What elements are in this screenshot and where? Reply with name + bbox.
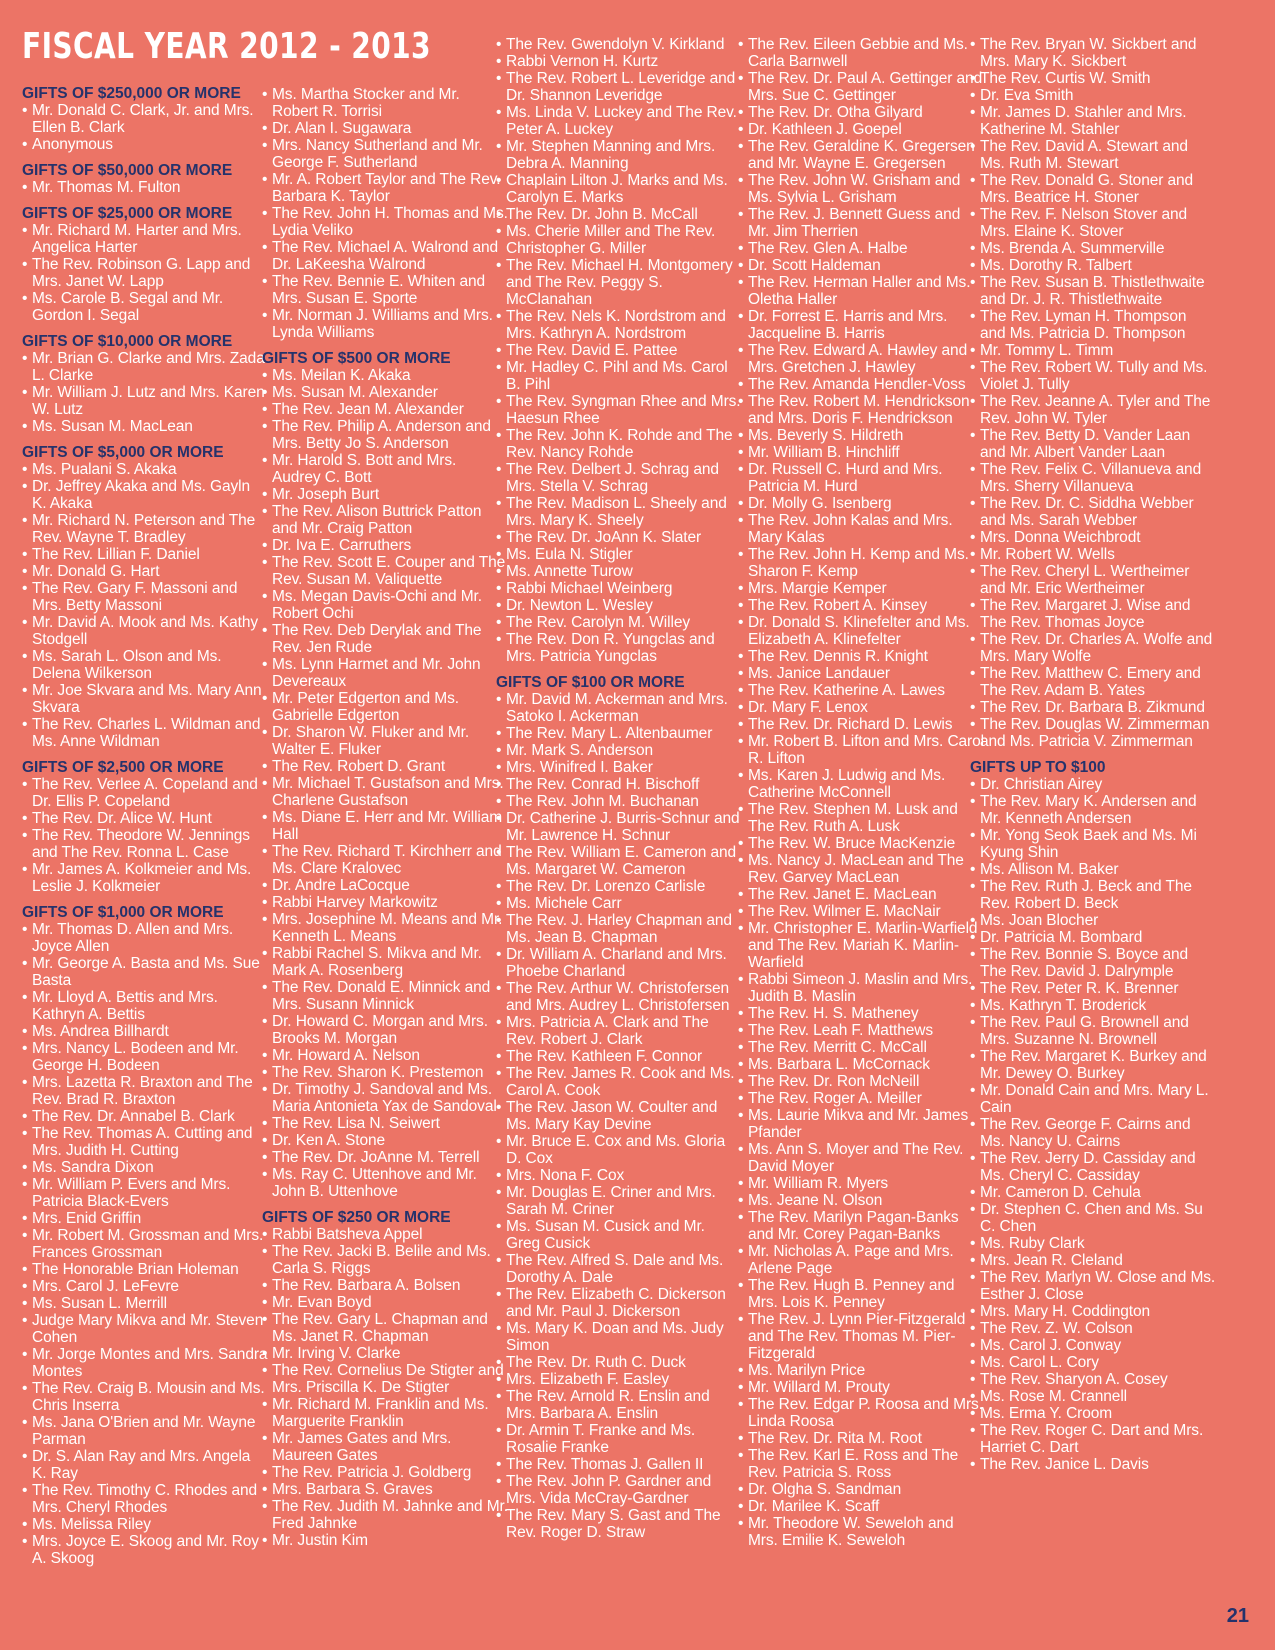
donor-name: • Dr. Catherine J. Burris-Schnur and Mr. Lawrence H. Schnur [496, 810, 742, 844]
gift-level-heading: GIFTS OF $1,000 OR MORE [22, 904, 224, 921]
donor-name: • The Rev. Karl E. Ross and The Rev. Patricia S. Ross [738, 1447, 984, 1481]
donor-name: • Ms. Michele Carr [496, 895, 742, 912]
donor-name: • Mrs. Barbara S. Graves [262, 1481, 508, 1498]
gift-level-heading: GIFTS OF $250 OR MORE [262, 1209, 451, 1226]
donor-name: • The Rev. Douglas W. Zimmerman and Ms. Patricia V. Zimmerman [970, 716, 1216, 750]
donor-name: • Mrs. Nancy Sutherland and Mr. George F. Sutherland [262, 137, 508, 171]
donor-name: • The Rev. John Kalas and Mrs. Mary Kalas [738, 512, 984, 546]
donor-name: • The Rev. Dr. Rita M. Root [738, 1430, 984, 1447]
donor-name: • The Rev. Dr. Otha Gilyard [738, 104, 984, 121]
donor-name: • Mr. Robert M. Grossman and Mrs. Frances Grossman [22, 1227, 268, 1261]
donor-name: • Ms. Melissa Riley [22, 1516, 268, 1533]
donor-name: • The Rev. John P. Gardner and Mrs. Vida McCray-Gardner [496, 1473, 742, 1507]
donor-name: • The Rev. Donald G. Stoner and Mrs. Beatrice H. Stoner [970, 172, 1216, 206]
donor-name: • The Rev. Robert A. Kinsey [738, 597, 984, 614]
gift-level-heading: GIFTS OF $100 OR MORE [496, 674, 685, 691]
donor-name: • The Rev. Betty D. Vander Laan and Mr. Albert Vander Laan [970, 427, 1216, 461]
gift-level-heading: GIFTS OF $2,500 OR MORE [22, 759, 224, 776]
donor-name: • The Rev. Bryan W. Sickbert and Mrs. Mary K. Sickbert [970, 36, 1216, 70]
donor-name: • The Rev. Merritt C. McCall [738, 1039, 984, 1056]
donor-name: • The Rev. Donald E. Minnick and Mrs. Susann Minnick [262, 979, 508, 1013]
donor-name: • Mrs. Jean R. Cleland [970, 1252, 1216, 1269]
donor-list [22, 776, 268, 895]
donor-name: • The Rev. Robert D. Grant [262, 758, 508, 775]
donor-name: • Ms. Annette Turow [496, 563, 742, 580]
donor-column [22, 85, 268, 1567]
donor-name: • Dr. Molly G. Isenberg [738, 495, 984, 512]
donor-name: • The Rev. J. Lynn Pier-Fitzgerald and The Rev. Thomas M. Pier-Fitzgerald [738, 1311, 984, 1362]
donor-name: • The Rev. Felix C. Villanueva and Mrs. Sherry Villanueva [970, 461, 1216, 495]
donor-name: • The Rev. Lillian F. Daniel [22, 546, 268, 563]
donor-name: • Rabbi Harvey Markowitz [262, 894, 508, 911]
donor-name: • Ms. Kathryn T. Broderick [970, 997, 1216, 1014]
donor-name: • The Rev. Geraldine K. Gregersen and Mr. Wayne E. Gregersen [738, 138, 984, 172]
donor-name: • The Rev. Roger C. Dart and Mrs. Harriet C. Dart [970, 1422, 1216, 1456]
donor-name: • The Rev. Scott E. Couper and The Rev. Susan M. Valiquette [262, 554, 508, 588]
donor-name: • Ms. Susan L. Merrill [22, 1295, 268, 1312]
donor-list [22, 102, 268, 153]
donor-list [496, 691, 742, 1541]
donor-name: • Mr. James A. Kolkmeier and Ms. Leslie J. Kolkmeier [22, 861, 268, 895]
donor-column [262, 86, 508, 1549]
donor-name: • The Rev. Dr. Richard D. Lewis [738, 716, 984, 733]
donor-name: • The Rev. Edward A. Hawley and Mrs. Gretchen J. Hawley [738, 342, 984, 376]
donor-name: • Mrs. Josephine M. Means and Mr. Kenneth L. Means [262, 911, 508, 945]
donor-name: • The Rev. Robert M. Hendrickson and Mrs. Doris F. Hendrickson [738, 393, 984, 427]
donor-name: • The Rev. J. Bennett Guess and Mr. Jim Therrien [738, 206, 984, 240]
donor-name: • The Rev. Verlee A. Copeland and Dr. Ellis P. Copeland [22, 776, 268, 810]
donor-list [22, 350, 268, 435]
donor-name: • Mr. Robert W. Wells [970, 546, 1216, 563]
donor-name: • Rabbi Rachel S. Mikva and Mr. Mark A. Rosenberg [262, 945, 508, 979]
donor-name: • Mr. Evan Boyd [262, 1294, 508, 1311]
donor-name: • The Rev. Robinson G. Lapp and Mrs. Janet W. Lapp [22, 256, 268, 290]
gift-level-heading: GIFTS OF $250,000 OR MORE [22, 85, 241, 102]
donor-name: • The Rev. Jean M. Alexander [262, 401, 508, 418]
donor-name: • Dr. Kathleen J. Goepel [738, 121, 984, 138]
donor-name: • Ms. Jeane N. Olson [738, 1192, 984, 1209]
donor-name: • The Rev. Wilmer E. MacNair [738, 903, 984, 920]
donor-name: • The Rev. W. Bruce MacKenzie [738, 835, 984, 852]
donor-name: • Ms. Martha Stocker and Mr. Robert R. Torrisi [262, 86, 508, 120]
donor-name: • Ms. Susan M. Alexander [262, 384, 508, 401]
donor-list [22, 921, 268, 1567]
donor-name: • The Rev. Michael A. Walrond and Dr. LaKeesha Walrond [262, 239, 508, 273]
donor-name: • The Rev. Stephen M. Lusk and The Rev. Ruth A. Lusk [738, 801, 984, 835]
donor-name: • The Rev. Dr. Barbara B. Zikmund [970, 699, 1216, 716]
donor-name: • The Rev. Jason W. Coulter and Ms. Mary Kay Devine [496, 1099, 742, 1133]
donor-name: • Mr. Stephen Manning and Mrs. Debra A. Manning [496, 138, 742, 172]
donor-list [970, 36, 1216, 750]
donor-name: • The Rev. John W. Grisham and Ms. Sylvia L. Grisham [738, 172, 984, 206]
gift-level-heading: GIFTS OF $500 OR MORE [262, 350, 451, 367]
donor-name: • Dr. Jeffrey Akaka and Ms. Gayln K. Akaka [22, 478, 268, 512]
donor-name: • Mr. Justin Kim [262, 1532, 508, 1549]
donor-name: • Mrs. Nona F. Cox [496, 1167, 742, 1184]
donor-name: • The Rev. Barbara A. Bolsen [262, 1277, 508, 1294]
gift-level-heading: GIFTS OF $25,000 OR MORE [22, 205, 233, 222]
donor-name: • Ms. Marilyn Price [738, 1362, 984, 1379]
donor-name: • Dr. Newton L. Wesley [496, 597, 742, 614]
donor-name: • The Rev. Mary L. Altenbaumer [496, 725, 742, 742]
page-title: FISCAL YEAR 2012 - 2013 [22, 26, 431, 67]
donor-name: • Dr. Marilee K. Scaff [738, 1498, 984, 1515]
donor-list [262, 86, 508, 341]
donor-name: • The Rev. Dr. Alice W. Hunt [22, 810, 268, 827]
donor-column [496, 36, 742, 1541]
donor-name: • The Rev. Bennie E. Whiten and Mrs. Susan E. Sporte [262, 273, 508, 307]
donor-name: • The Rev. Michael H. Montgomery and The Rev. Peggy S. McClanahan [496, 257, 742, 308]
donor-name: • The Rev. Marlyn W. Close and Ms. Esther J. Close [970, 1269, 1216, 1303]
donor-name: • The Rev. Carolyn M. Willey [496, 614, 742, 631]
donor-name: • Mr. Norman J. Williams and Mrs. Lynda Williams [262, 307, 508, 341]
donor-name: • The Rev. Janice L. Davis [970, 1456, 1216, 1473]
donor-list [22, 179, 268, 196]
donor-name: • The Rev. Charles L. Wildman and Ms. Anne Wildman [22, 716, 268, 750]
donor-name: • Ms. Susan M. MacLean [22, 418, 268, 435]
donor-name: • The Rev. John K. Rohde and The Rev. Nancy Rohde [496, 427, 742, 461]
donor-name: • Dr. Mary F. Lenox [738, 699, 984, 716]
donor-name: • The Rev. Mary S. Gast and The Rev. Roger D. Straw [496, 1507, 742, 1541]
gift-level-heading: GIFTS OF $50,000 OR MORE [22, 162, 233, 179]
donor-name: • The Rev. Matthew C. Emery and The Rev. Adam B. Yates [970, 665, 1216, 699]
donor-name: • Ms. Nancy J. MacLean and The Rev. Garvey MacLean [738, 852, 984, 886]
donor-name: • Ms. Allison M. Baker [970, 861, 1216, 878]
donor-name: • Dr. Ken A. Stone [262, 1132, 508, 1149]
donor-name: • The Rev. Robert L. Leveridge and Dr. Shannon Leveridge [496, 70, 742, 104]
donor-name: • The Rev. John H. Kemp and Ms. Sharon F. Kemp [738, 546, 984, 580]
donor-name: • Mr. Brian G. Clarke and Mrs. Zada L. Clarke [22, 350, 268, 384]
donor-name: • The Rev. John M. Buchanan [496, 793, 742, 810]
donor-name: • Mr. David A. Mook and Ms. Kathy Stodgell [22, 614, 268, 648]
donor-name: • Mr. Willard M. Prouty [738, 1379, 984, 1396]
donor-name: • The Rev. Elizabeth C. Dickerson and Mr. Paul J. Dickerson [496, 1286, 742, 1320]
donor-name: • Mr. Jorge Montes and Mrs. Sandra Montes [22, 1346, 268, 1380]
gift-level-heading: GIFTS UP TO $100 [970, 759, 1106, 776]
donor-name: • The Rev. Dr. JoAnn K. Slater [496, 529, 742, 546]
donor-name: • The Rev. Mary K. Andersen and Mr. Kenneth Andersen [970, 793, 1216, 827]
donor-name: • Mrs. Nancy L. Bodeen and Mr. George H. Bodeen [22, 1040, 268, 1074]
donor-name: • Judge Mary Mikva and Mr. Steven Cohen [22, 1312, 268, 1346]
donor-name: • Ms. Susan M. Cusick and Mr. Greg Cusick [496, 1218, 742, 1252]
donor-name: • The Rev. Arthur W. Christofersen and Mrs. Audrey L. Christofersen [496, 980, 742, 1014]
donor-name: • The Rev. Gwendolyn V. Kirkland [496, 36, 742, 53]
donor-name: • The Rev. William E. Cameron and Ms. Margaret W. Cameron [496, 844, 742, 878]
donor-name: • Mr. Howard A. Nelson [262, 1047, 508, 1064]
donor-name: • The Rev. Richard T. Kirchherr and Ms. Clare Kralovec [262, 843, 508, 877]
donor-name: • Mr. Christopher E. Marlin-Warfield and The Rev. Mariah K. Marlin-Warfield [738, 920, 984, 971]
donor-name: • Mr. Thomas M. Fulton [22, 179, 268, 196]
donor-name: • The Rev. Dr. Ruth C. Duck [496, 1354, 742, 1371]
donor-name: • The Rev. Dr. Charles A. Wolfe and Mrs. Mary Wolfe [970, 631, 1216, 665]
donor-name: • Mr. Donald G. Hart [22, 563, 268, 580]
donor-name: • Ms. Lynn Harmet and Mr. John Devereaux [262, 656, 508, 690]
donor-name: • Mr. Irving V. Clarke [262, 1345, 508, 1362]
donor-name: • Dr. Stephen C. Chen and Ms. Su C. Chen [970, 1201, 1216, 1235]
donor-name: • Mr. William R. Myers [738, 1175, 984, 1192]
donor-name: • Mrs. Elizabeth F. Easley [496, 1371, 742, 1388]
donor-name: • The Rev. Thomas J. Gallen II [496, 1456, 742, 1473]
donor-name: • Ms. Dorothy R. Talbert [970, 257, 1216, 274]
donor-name: • The Rev. Kathleen F. Connor [496, 1048, 742, 1065]
donor-name: • The Rev. Amanda Hendler-Voss [738, 376, 984, 393]
donor-name: • The Rev. Dr. Paul A. Gettinger and Mrs. Sue C. Gettinger [738, 70, 984, 104]
donor-name: • The Rev. Leah F. Matthews [738, 1022, 984, 1039]
donor-name: • The Rev. Patricia J. Goldberg [262, 1464, 508, 1481]
donor-name: • Mr. James D. Stahler and Mrs. Katherine M. Stahler [970, 104, 1216, 138]
donor-name: • The Rev. Dr. C. Siddha Webber and Ms. Sarah Webber [970, 495, 1216, 529]
donor-name: • Dr. Olgha S. Sandman [738, 1481, 984, 1498]
donor-name: • Mr. Donald Cain and Mrs. Mary L. Cain [970, 1082, 1216, 1116]
donor-name: • Mr. Nicholas A. Page and Mrs. Arlene Page [738, 1243, 984, 1277]
donor-name: • The Rev. Eileen Gebbie and Ms. Carla Barnwell [738, 36, 984, 70]
donor-name: • Rabbi Simeon J. Maslin and Mrs. Judith B. Maslin [738, 971, 984, 1005]
donor-name: • The Rev. Delbert J. Schrag and Mrs. Stella V. Schrag [496, 461, 742, 495]
donor-name: • The Rev. Timothy C. Rhodes and Mrs. Cheryl Rhodes [22, 1482, 268, 1516]
donor-name: • Mr. Peter Edgerton and Ms. Gabrielle Edgerton [262, 690, 508, 724]
donor-name: • The Rev. Gary F. Massoni and Mrs. Betty Massoni [22, 580, 268, 614]
donor-name: • The Rev. David E. Pattee [496, 342, 742, 359]
donor-name: • The Rev. Margaret J. Wise and The Rev. Thomas Joyce [970, 597, 1216, 631]
donor-list [738, 36, 984, 1549]
donor-name: • Mrs. Carol J. LeFevre [22, 1278, 268, 1295]
donor-name: • Ms. Megan Davis-Ochi and Mr. Robert Ochi [262, 588, 508, 622]
donor-name: • Ms. Meilan K. Akaka [262, 367, 508, 384]
donor-name: • Ms. Jana O'Brien and Mr. Wayne Parman [22, 1414, 268, 1448]
donor-name: • Ms. Karen J. Ludwig and Ms. Catherine McConnell [738, 767, 984, 801]
donor-name: • The Rev. Nels K. Nordstrom and Mrs. Kathryn A. Nordstrom [496, 308, 742, 342]
donor-list [22, 461, 268, 750]
donor-name: • Ms. Carol L. Cory [970, 1354, 1216, 1371]
donor-name: • The Rev. Dr. John B. McCall [496, 206, 742, 223]
donor-name: • The Rev. Robert W. Tully and Ms. Violet J. Tully [970, 359, 1216, 393]
donor-name: • The Rev. Syngman Rhee and Mrs. Haesun Rhee [496, 393, 742, 427]
donor-name: • Dr. Sharon W. Fluker and Mr. Walter E. Fluker [262, 724, 508, 758]
donor-name: • The Rev. Paul G. Brownell and Mrs. Suzanne N. Brownell [970, 1014, 1216, 1048]
donor-name: • The Rev. Cheryl L. Wertheimer and Mr. Eric Wertheimer [970, 563, 1216, 597]
donor-list [262, 1226, 508, 1549]
donor-name: • The Rev. Theodore W. Jennings and The Rev. Ronna L. Case [22, 827, 268, 861]
donor-name: • The Rev. Thomas A. Cutting and Mrs. Judith H. Cutting [22, 1125, 268, 1159]
donor-name: • The Rev. Philip A. Anderson and Mrs. Betty Jo S. Anderson [262, 418, 508, 452]
gift-level-heading: GIFTS OF $10,000 OR MORE [22, 333, 233, 350]
donor-name: • The Rev. David A. Stewart and Ms. Ruth M. Stewart [970, 138, 1216, 172]
donor-name: • Mrs. Joyce E. Skoog and Mr. Roy A. Skoog [22, 1533, 268, 1567]
donor-list [22, 222, 268, 324]
donor-name: • The Rev. Herman Haller and Ms. Oletha Haller [738, 274, 984, 308]
donor-name: • Dr. Howard C. Morgan and Mrs. Brooks M. Morgan [262, 1013, 508, 1047]
donor-name: • The Rev. Sharon K. Prestemon [262, 1064, 508, 1081]
donor-name: • Ms. Linda V. Luckey and The Rev. Peter A. Luckey [496, 104, 742, 138]
donor-name: • Mrs. Donna Weichbrodt [970, 529, 1216, 546]
donor-name: • Mr. Donald C. Clark, Jr. and Mrs. Ellen B. Clark [22, 102, 268, 136]
donor-name: • Mr. Harold S. Bott and Mrs. Audrey C. Bott [262, 452, 508, 486]
donor-name: • Mr. Richard M. Franklin and Ms. Marguerite Franklin [262, 1396, 508, 1430]
donor-name: • The Rev. Margaret K. Burkey and Mr. Dewey O. Burkey [970, 1048, 1216, 1082]
donor-name: • The Rev. Peter R. K. Brenner [970, 980, 1216, 997]
donor-name: • The Rev. Jerry D. Cassiday and Ms. Cheryl C. Cassiday [970, 1150, 1216, 1184]
donor-name: • Mr. Richard M. Harter and Mrs. Angelica Harter [22, 222, 268, 256]
donor-name: • The Rev. Judith M. Jahnke and Mr. Fred Jahnke [262, 1498, 508, 1532]
donor-name: • The Rev. Janet E. MacLean [738, 886, 984, 903]
donor-name: • Mr. Joe Skvara and Ms. Mary Ann Skvara [22, 682, 268, 716]
donor-name: • The Rev. J. Harley Chapman and Ms. Jean B. Chapman [496, 912, 742, 946]
donor-name: • Rabbi Vernon H. Kurtz [496, 53, 742, 70]
gift-level-heading: GIFTS OF $5,000 OR MORE [22, 444, 224, 461]
donor-name: • Rabbi Michael Weinberg [496, 580, 742, 597]
donor-name: • Ms. Joan Blocher [970, 912, 1216, 929]
donor-name: • Ms. Janice Landauer [738, 665, 984, 682]
donor-name: • Ms. Beverly S. Hildreth [738, 427, 984, 444]
donor-name: • Mr. Cameron D. Cehula [970, 1184, 1216, 1201]
donor-name: • Dr. Patricia M. Bombard [970, 929, 1216, 946]
donor-name: • The Rev. Dennis R. Knight [738, 648, 984, 665]
donor-name: • Dr. Andre LaCocque [262, 877, 508, 894]
donor-name: • The Rev. Lisa N. Seiwert [262, 1115, 508, 1132]
donor-name: • The Rev. Z. W. Colson [970, 1320, 1216, 1337]
donor-name: • Mr. David M. Ackerman and Mrs. Satoko I. Ackerman [496, 691, 742, 725]
donor-name: • The Rev. Cornelius De Stigter and Mrs. Priscilla K. De Stigter [262, 1362, 508, 1396]
donor-name: • The Rev. Hugh B. Penney and Mrs. Lois K. Penney [738, 1277, 984, 1311]
donor-name: • Mr. Robert B. Lifton and Mrs. Carol R. Lifton [738, 733, 984, 767]
donor-name: • The Rev. Gary L. Chapman and Ms. Janet R. Chapman [262, 1311, 508, 1345]
donor-column [738, 36, 984, 1549]
donor-name: • Ms. Barbara L. McCornack [738, 1056, 984, 1073]
donor-name: • Mrs. Margie Kemper [738, 580, 984, 597]
donor-name: • Mr. Bruce E. Cox and Ms. Gloria D. Cox [496, 1133, 742, 1167]
donor-name: • Ms. Brenda A. Summerville [970, 240, 1216, 257]
donor-name: • Mrs. Enid Griffin [22, 1210, 268, 1227]
donor-name: • Mr. William J. Lutz and Mrs. Karen W. Lutz [22, 384, 268, 418]
donor-name: • Ms. Diane E. Herr and Mr. William Hall [262, 809, 508, 843]
donor-name: • The Rev. Lyman H. Thompson and Ms. Patricia D. Thompson [970, 308, 1216, 342]
donor-name: • Mr. Richard N. Peterson and The Rev. Wayne T. Bradley [22, 512, 268, 546]
donor-name: • Dr. Russell C. Hurd and Mrs. Patricia M. Hurd [738, 461, 984, 495]
donor-name: • The Rev. F. Nelson Stover and Mrs. Elaine K. Stover [970, 206, 1216, 240]
donor-name: • The Rev. George F. Cairns and Ms. Nancy U. Cairns [970, 1116, 1216, 1150]
donor-name: • The Rev. H. S. Matheney [738, 1005, 984, 1022]
donor-name: • The Rev. Deb Derylak and The Rev. Jen Rude [262, 622, 508, 656]
donor-name: • Ms. Andrea Billhardt [22, 1023, 268, 1040]
donor-name: • Ms. Erma Y. Croom [970, 1405, 1216, 1422]
donor-name: • Ms. Mary K. Doan and Ms. Judy Simon [496, 1320, 742, 1354]
donor-name: • Dr. Donald S. Klinefelter and Ms. Elizabeth A. Klinefelter [738, 614, 984, 648]
donor-name: • The Rev. Jacki B. Belile and Ms. Carla S. Riggs [262, 1243, 508, 1277]
donor-name: • Mr. Mark S. Anderson [496, 742, 742, 759]
donor-name: • Mr. Thomas D. Allen and Mrs. Joyce Allen [22, 921, 268, 955]
donor-name: • Dr. Timothy J. Sandoval and Ms. Maria Antonieta Yax de Sandoval [262, 1081, 508, 1115]
donor-name: • Ms. Carole B. Segal and Mr. Gordon I. Segal [22, 290, 268, 324]
donor-name: • Dr. Scott Haldeman [738, 257, 984, 274]
donor-name: • Mr. William B. Hinchliff [738, 444, 984, 461]
donor-name: • Mr. Theodore W. Seweloh and Mrs. Emilie K. Seweloh [738, 1515, 984, 1549]
donor-name: • The Rev. Arnold R. Enslin and Mrs. Barbara A. Enslin [496, 1388, 742, 1422]
donor-name: • Mr. Michael T. Gustafson and Mrs. Charlene Gustafson [262, 775, 508, 809]
donor-name: • Mr. A. Robert Taylor and The Rev. Barbara K. Taylor [262, 171, 508, 205]
donor-name: • Ms. Laurie Mikva and Mr. James Pfander [738, 1107, 984, 1141]
donor-name: • Ms. Sarah L. Olson and Ms. Delena Wilkerson [22, 648, 268, 682]
donor-name: • The Rev. Alison Buttrick Patton and Mr. Craig Patton [262, 503, 508, 537]
donor-column [970, 36, 1216, 1473]
donor-name: • Ms. Pualani S. Akaka [22, 461, 268, 478]
page-number: 21 [1226, 1605, 1249, 1627]
donor-name: • Dr. William A. Charland and Mrs. Phoebe Charland [496, 946, 742, 980]
donor-name: • Dr. S. Alan Ray and Mrs. Angela K. Ray [22, 1448, 268, 1482]
donor-list [496, 36, 742, 665]
donor-name: • Mrs. Lazetta R. Braxton and The Rev. Brad R. Braxton [22, 1074, 268, 1108]
donor-name: • Mr. Tommy L. Timm [970, 342, 1216, 359]
donor-name: • The Rev. Sharyon A. Cosey [970, 1371, 1216, 1388]
donor-name: • Mrs. Winifred I. Baker [496, 759, 742, 776]
donor-name: • The Rev. Dr. Annabel B. Clark [22, 1108, 268, 1125]
donor-name: • Dr. Armin T. Franke and Ms. Rosalie Franke [496, 1422, 742, 1456]
donor-name: • The Rev. Don R. Yungclas and Mrs. Patricia Yungclas [496, 631, 742, 665]
donor-name: • Dr. Eva Smith [970, 87, 1216, 104]
donor-name: • The Honorable Brian Holeman [22, 1261, 268, 1278]
donor-list [262, 367, 508, 1200]
donor-name: • Ms. Sandra Dixon [22, 1159, 268, 1176]
donor-name: • Ms. Cherie Miller and The Rev. Christopher G. Miller [496, 223, 742, 257]
donor-name: • Dr. Alan I. Sugawara [262, 120, 508, 137]
donor-name: • Ms. Carol J. Conway [970, 1337, 1216, 1354]
donor-name: • Mr. Douglas E. Criner and Mrs. Sarah M. Criner [496, 1184, 742, 1218]
donor-name: • The Rev. Susan B. Thistlethwaite and Dr. J. R. Thistlethwaite [970, 274, 1216, 308]
donor-name: • The Rev. Dr. Lorenzo Carlisle [496, 878, 742, 895]
donor-name: • Dr. Forrest E. Harris and Mrs. Jacqueline B. Harris [738, 308, 984, 342]
donor-name: • The Rev. Curtis W. Smith [970, 70, 1216, 87]
donor-name: • Dr. Christian Airey [970, 776, 1216, 793]
donor-name: • Mr. George A. Basta and Ms. Sue Basta [22, 955, 268, 989]
donor-name: • Ms. Rose M. Crannell [970, 1388, 1216, 1405]
donor-name: • Mr. William P. Evers and Mrs. Patricia Black-Evers [22, 1176, 268, 1210]
donor-name: • Dr. Iva E. Carruthers [262, 537, 508, 554]
donor-name: • Ms. Ray C. Uttenhove and Mr. John B. Uttenhove [262, 1166, 508, 1200]
donor-name: • The Rev. Alfred S. Dale and Ms. Dorothy A. Dale [496, 1252, 742, 1286]
donor-name: • Ms. Ruby Clark [970, 1235, 1216, 1252]
donor-name: • Mr. Lloyd A. Bettis and Mrs. Kathryn A. Bettis [22, 989, 268, 1023]
donor-name: • The Rev. John H. Thomas and Ms. Lydia Veliko [262, 205, 508, 239]
donor-name: • Mrs. Mary H. Coddington [970, 1303, 1216, 1320]
donor-name: • The Rev. James R. Cook and Ms. Carol A. Cook [496, 1065, 742, 1099]
donor-name: • Ms. Eula N. Stigler [496, 546, 742, 563]
donor-name: • Chaplain Lilton J. Marks and Ms. Carolyn E. Marks [496, 172, 742, 206]
donor-name: • The Rev. Bonnie S. Boyce and The Rev. David J. Dalrymple [970, 946, 1216, 980]
donor-name: • The Rev. Dr. Ron McNeill [738, 1073, 984, 1090]
donor-name: • The Rev. Katherine A. Lawes [738, 682, 984, 699]
donor-name: • Rabbi Batsheva Appel [262, 1226, 508, 1243]
donor-name: • Mr. Yong Seok Baek and Ms. Mi Kyung Shin [970, 827, 1216, 861]
donor-name: • The Rev. Glen A. Halbe [738, 240, 984, 257]
donor-name: • Ms. Ann S. Moyer and The Rev. David Moyer [738, 1141, 984, 1175]
donor-name: • The Rev. Marilyn Pagan-Banks and Mr. Corey Pagan-Banks [738, 1209, 984, 1243]
donor-name: • Mr. Joseph Burt [262, 486, 508, 503]
donor-name: • The Rev. Dr. JoAnne M. Terrell [262, 1149, 508, 1166]
donor-name: • The Rev. Edgar P. Roosa and Mrs. Linda Roosa [738, 1396, 984, 1430]
donor-name: • The Rev. Roger A. Meiller [738, 1090, 984, 1107]
donor-name: • The Rev. Craig B. Mousin and Ms. Chris Inserra [22, 1380, 268, 1414]
donor-name: • Anonymous [22, 136, 268, 153]
donor-name: • The Rev. Madison L. Sheely and Mrs. Mary K. Sheely [496, 495, 742, 529]
donor-name: • The Rev. Jeanne A. Tyler and The Rev. John W. Tyler [970, 393, 1216, 427]
donor-name: • Mrs. Patricia A. Clark and The Rev. Robert J. Clark [496, 1014, 742, 1048]
donor-name: • Mr. James Gates and Mrs. Maureen Gates [262, 1430, 508, 1464]
donor-name: • The Rev. Conrad H. Bischoff [496, 776, 742, 793]
donor-list [970, 776, 1216, 1473]
donor-name: • Mr. Hadley C. Pihl and Ms. Carol B. Pihl [496, 359, 742, 393]
donor-name: • The Rev. Ruth J. Beck and The Rev. Robert D. Beck [970, 878, 1216, 912]
